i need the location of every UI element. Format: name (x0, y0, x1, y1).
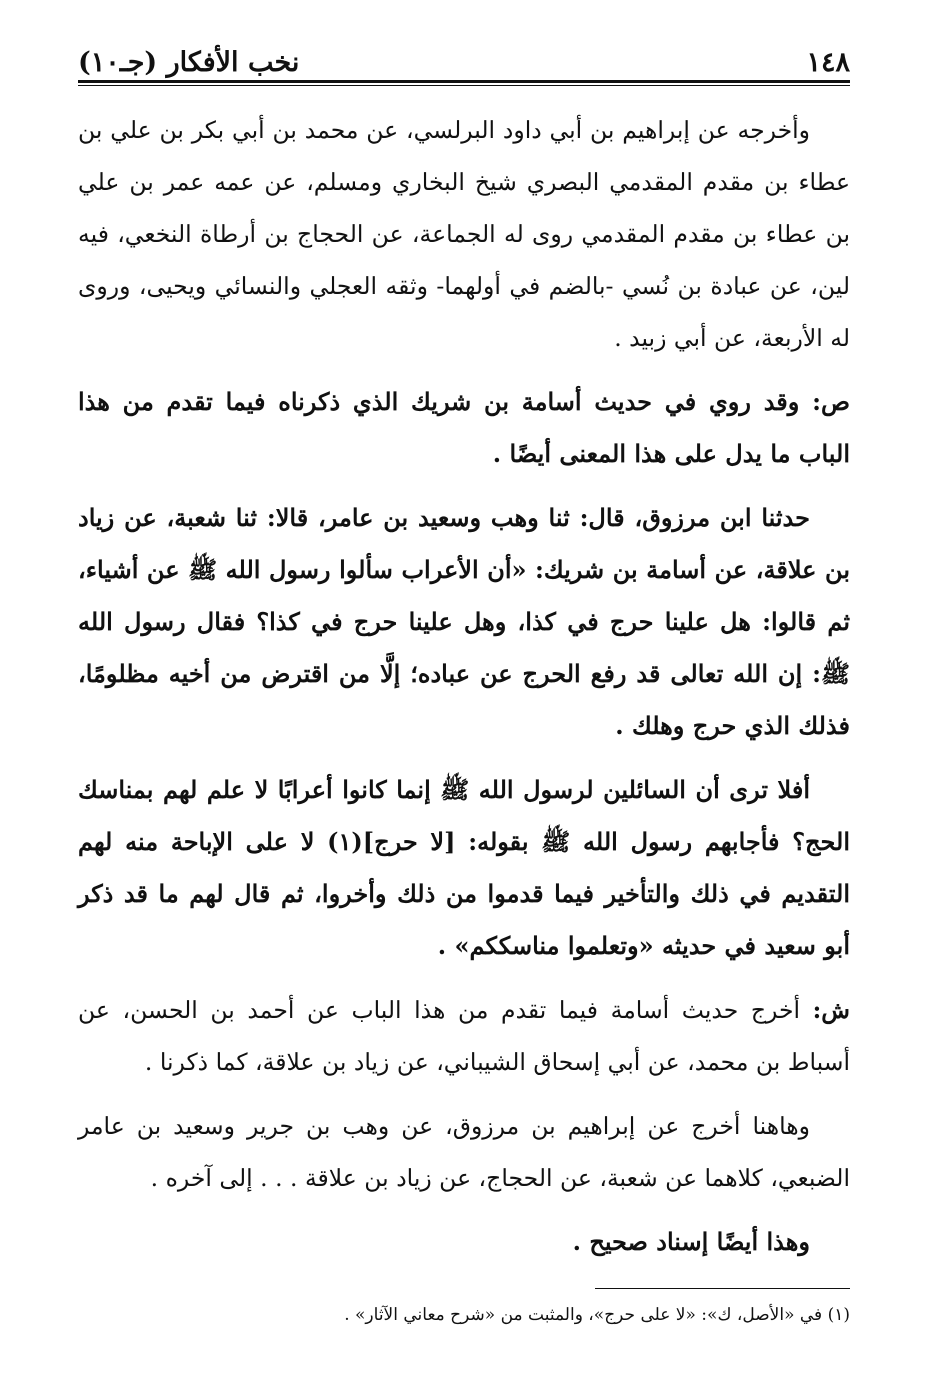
header-rule-thick (78, 80, 850, 83)
page (78, 30, 850, 1335)
running-header (78, 30, 850, 78)
paragraph-lead: ص: (812, 387, 851, 416)
paragraph-text: وقد روي في حديث أسامة بن شريك الذي ذكرناه فيما تقدم من هذا الباب ما يدل على هذا المعنى أيضًا . (78, 387, 850, 468)
paragraph-4 (78, 764, 850, 972)
paragraph-text: وأخرجه عن إبراهيم بن أبي داود البرلسي، عن محمد بن أبي بكر بن علي بن عطاء بن مقدم المقدمي البصري شيخ البخاري ومسلم، عن عمه عمر بن علي بن عطاء بن مقدم المقدمي روى له الجماعة، عن الحجاج بن أرطاة النخعي، فيه لين، عن عبادة بن نُسي -بالضم في أولهما- وثقه العجلي والنسائي ويحيى، وروى له الأربعة، عن أبي زبيد . (78, 116, 850, 352)
paragraph-text: حدثنا ابن مرزوق، قال: ثنا وهب وسعيد بن عامر، قالا: ثنا شعبة، عن زياد بن علاقة، عن أسامة بن شريك: «أن الأعراب سألوا رسول الله ﷺ عن أشياء، ثم قالوا: هل علينا حرج في كذا، وهل علينا حرج في كذا؟ فقال رسول الله ﷺ: إن الله تعالى قد رفع الحرج عن عباده؛ إلَّا من اقترض من أخيه مظلومًا، فذلك الذي حرج وهلك . (78, 503, 850, 740)
paragraph-text: وهاهنا أخرج عن إبراهيم بن مرزوق، عن وهب بن جرير وسعيد بن عامر الضبعي، كلاهما عن شعبة، عن الحجاج، عن زياد بن علاقة . . . إلى آخره . (78, 1112, 850, 1192)
paragraph-text: أخرج حديث أسامة فيما تقدم من هذا الباب عن أحمد بن الحسن، عن أسباط بن محمد، عن أبي إسحاق الشيباني، عن زياد بن علاقة، كما ذكرنا . (78, 996, 850, 1076)
header-rule-thin (78, 85, 850, 86)
paragraph-5 (78, 984, 850, 1088)
paragraph-2 (78, 376, 850, 480)
footnote: (١) في «الأصل، ك»: «لا على حرج»، والمثبت من «شرح معاني الآثار» . (344, 1305, 850, 1325)
page-body (78, 104, 850, 1268)
paragraph-1 (78, 104, 850, 364)
paragraph-lead: ش: (812, 996, 850, 1024)
book-title: نخب الأفكار (جـ١٠) (78, 47, 300, 78)
page-number: ١٤٨ (806, 47, 850, 78)
paragraph-7 (78, 1216, 850, 1268)
paragraph-text: أفلا ترى أن السائلين لرسول الله ﷺ إنما كانوا أعرابًا لا علم لهم بمناسك الحج؟ فأجابهم رسول الله ﷺ بقوله: [لا حرج](١) لا على الإباحة منه لهم التقديم في ذلك والتأخير فيما قدموا من ذلك وأخروا، ثم قال لهم ما قد ذكر أبو سعيد في حديثه «وتعلموا مناسككم» . (78, 775, 850, 960)
paragraph-text: وهذا أيضًا إسناد صحيح . (572, 1227, 810, 1256)
paragraph-3 (78, 492, 850, 752)
paragraph-6 (78, 1100, 850, 1204)
footnote-separator (595, 1288, 850, 1289)
